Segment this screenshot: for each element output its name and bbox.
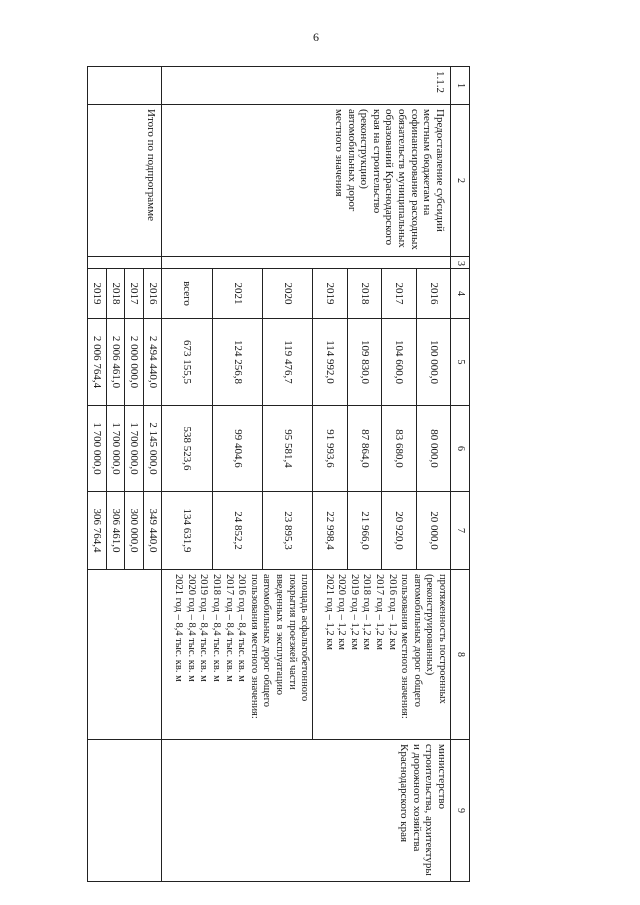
indicator-length-line: 2021 год – 1,2 км xyxy=(323,574,335,650)
col-9-header: 9 xyxy=(451,740,470,882)
regional-cell: 95 581,4 xyxy=(262,406,312,492)
year-cell: 2019 xyxy=(88,269,107,319)
total-cell: 2 494 440,0 xyxy=(143,319,162,406)
col-3-cell xyxy=(162,257,451,269)
local-cell: 349 440,0 xyxy=(143,492,162,570)
col-5-header: 5 xyxy=(451,319,470,406)
indicator-area-line: 2016 год – 8,4 тыс. кв. м xyxy=(236,574,248,682)
item-number: 1.1.2 xyxy=(162,67,451,105)
year-cell: всего xyxy=(162,269,212,319)
year-cell: 2018 xyxy=(347,269,381,319)
local-cell: 134 631,9 xyxy=(162,492,212,570)
total-cell: 2 006 764,4 xyxy=(88,319,107,406)
col-8-header: 8 xyxy=(451,570,470,740)
year-cell: 2016 xyxy=(416,269,450,319)
header-row xyxy=(451,67,470,882)
indicator-area-line: 2018 год – 8,4 тыс. кв. м xyxy=(211,574,223,682)
total-cell: 673 155,5 xyxy=(162,319,212,406)
col-3-header: 3 xyxy=(451,257,470,269)
indicator-area-line: 2019 год – 8,4 тыс. кв. м xyxy=(198,574,210,682)
total-num-cell xyxy=(88,67,162,105)
indicator-length-title: протяженность построенных (реконструированных) автомобильных дорог общего пользования местного значения: xyxy=(399,574,448,719)
local-cell: 300 000,0 xyxy=(125,492,144,570)
total-cell: 2 000 000,0 xyxy=(125,319,144,406)
local-cell: 24 852,2 xyxy=(212,492,262,570)
regional-cell: 2 145 000,0 xyxy=(143,406,162,492)
item-name: Предоставление субсидий местным бюджетам на софинансирование расходных обязательств муниципальных образований Краснодарского края на строительство (реконструкцию) автомобильных дорог местного значения xyxy=(162,105,451,257)
regional-cell: 80 000,0 xyxy=(416,406,450,492)
table-row xyxy=(416,67,450,882)
regional-cell: 1 700 000,0 xyxy=(106,406,125,492)
local-cell: 20 000,0 xyxy=(416,492,450,570)
local-cell: 20 920,0 xyxy=(382,492,416,570)
total-cell: 109 830,0 xyxy=(347,319,381,406)
page-number: 6 xyxy=(313,30,319,44)
total-label: Итого по подпрограмме xyxy=(88,105,162,257)
year-cell: 2017 xyxy=(125,269,144,319)
col-2-header: 2 xyxy=(451,105,470,257)
indicator-length xyxy=(313,570,451,740)
year-cell: 2017 xyxy=(382,269,416,319)
indicator-length-line: 2018 год – 1,2 км xyxy=(361,574,373,650)
total-cell: 100 000,0 xyxy=(416,319,450,406)
regional-cell: 1 700 000,0 xyxy=(88,406,107,492)
year-cell: 2019 xyxy=(313,269,347,319)
col-4-header: 4 xyxy=(451,269,470,319)
indicator-length-line: 2016 год – 1,2 км xyxy=(386,574,398,650)
regional-cell: 87 864,0 xyxy=(347,406,381,492)
local-cell: 21 966,0 xyxy=(347,492,381,570)
indicator-area-title: площадь асфальтобетонного покрытия проезжей части введенных в эксплуатацию автомобильных дорог общего пользования местного значения: xyxy=(248,574,311,719)
regional-cell: 91 993,6 xyxy=(313,406,347,492)
indicator-area xyxy=(162,570,313,740)
total-executor-cell xyxy=(88,740,162,882)
local-cell: 22 998,4 xyxy=(313,492,347,570)
total-cell: 114 992,0 xyxy=(313,319,347,406)
year-cell: 2020 xyxy=(262,269,312,319)
local-cell: 23 895,3 xyxy=(262,492,312,570)
total-cell: 124 256,8 xyxy=(212,319,262,406)
col-6-header: 6 xyxy=(451,406,470,492)
total-cell: 2 006 461,0 xyxy=(106,319,125,406)
col-1-header: 1 xyxy=(451,67,470,105)
indicator-area-line: 2017 год – 8,4 тыс. кв. м xyxy=(223,574,235,682)
program-table xyxy=(87,66,470,882)
indicator-area-line: 2021 год – 8,4 тыс. кв. м xyxy=(173,574,185,682)
indicator-length-line: 2020 год – 1,2 км xyxy=(336,574,348,650)
local-cell: 306 764,4 xyxy=(88,492,107,570)
executor: министерство строительства, архитектуры и дорожного хозяйства Краснодарского края xyxy=(162,740,451,882)
regional-cell: 1 700 000,0 xyxy=(125,406,144,492)
total-indicator-cell xyxy=(88,570,162,740)
year-cell: 2018 xyxy=(106,269,125,319)
indicator-length-line: 2019 год – 1,2 км xyxy=(348,574,360,650)
col-7-header: 7 xyxy=(451,492,470,570)
indicator-area-line: 2020 год – 8,4 тыс. кв. м xyxy=(185,574,197,682)
total-cell: 104 600,0 xyxy=(382,319,416,406)
total-cell: 119 476,7 xyxy=(262,319,312,406)
rotated-table xyxy=(87,66,470,881)
indicator-length-line: 2017 год – 1,2 км xyxy=(374,574,386,650)
year-cell: 2016 xyxy=(143,269,162,319)
year-cell: 2021 xyxy=(212,269,262,319)
total-row xyxy=(143,67,162,882)
total-col-3-cell xyxy=(88,257,162,269)
regional-cell: 538 523,6 xyxy=(162,406,212,492)
rotated-table-wrapper xyxy=(87,66,470,881)
regional-cell: 83 680,0 xyxy=(382,406,416,492)
regional-cell: 99 404,6 xyxy=(212,406,262,492)
local-cell: 306 461,0 xyxy=(106,492,125,570)
